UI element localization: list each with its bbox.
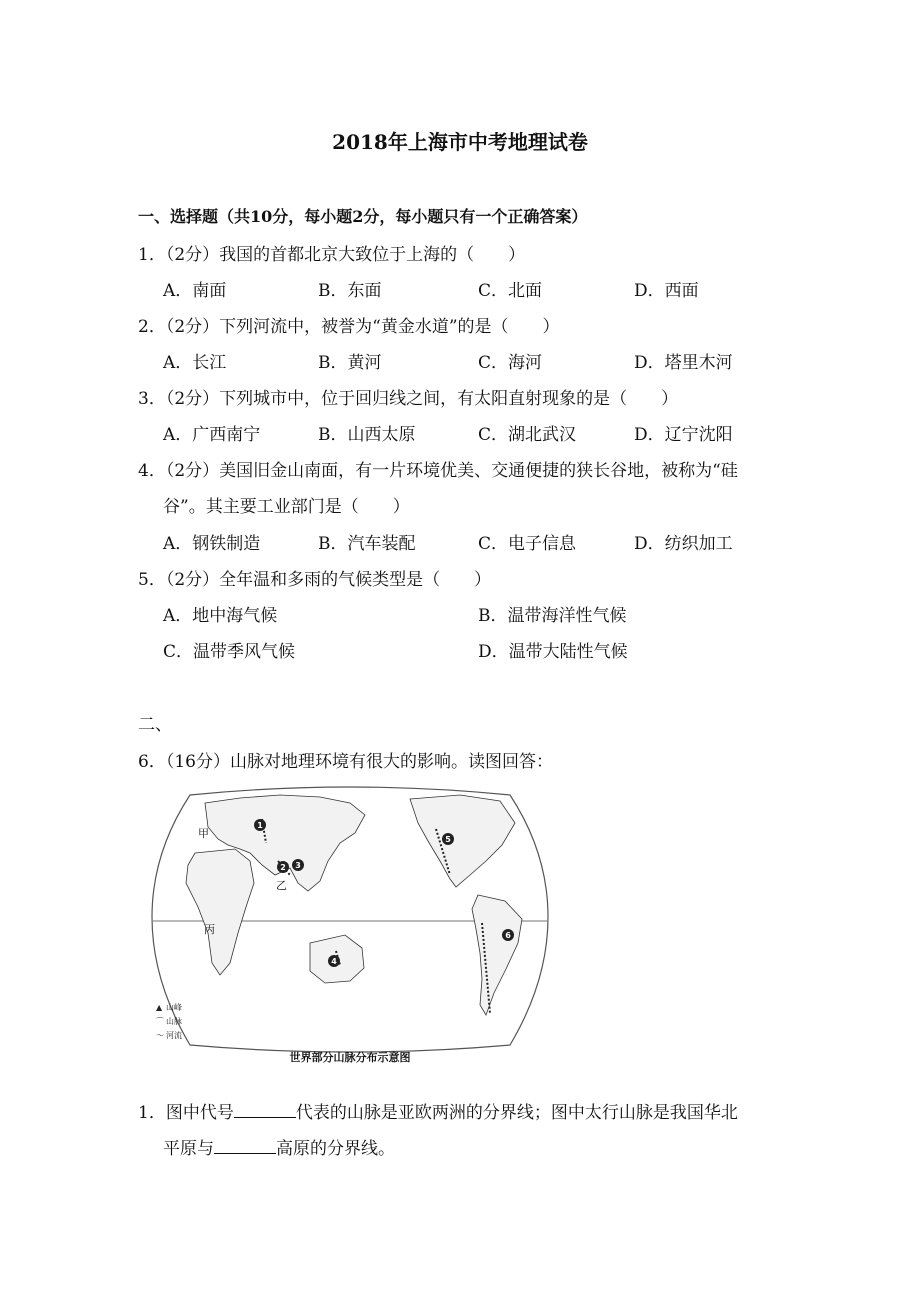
q2-option-b: B．黄河	[318, 353, 382, 373]
world-mountains-map	[150, 783, 550, 1075]
q5-option-a: A．地中海气候	[163, 606, 278, 626]
sub1-text-d: 高原的分界线。	[276, 1139, 395, 1159]
question-3-stem: 3．（2分）下列城市中，位于回归线之间，有太阳直射现象的是（ ）	[138, 389, 679, 409]
q3-option-d: D．辽宁沈阳	[634, 425, 733, 445]
marker-4-label: 4	[331, 957, 337, 966]
marker-6-label: 6	[505, 931, 511, 940]
answer-blank-1[interactable]	[234, 1099, 296, 1118]
q4-option-a: A．钢铁制造	[163, 534, 261, 554]
sub1-text-a: 图中代号	[165, 1103, 234, 1123]
q4-option-c: C．电子信息	[478, 534, 577, 554]
question-2-stem: 2．（2分）下列河流中，被誉为“黄金水道”的是（ ）	[138, 317, 560, 337]
q2-option-d: D．塔里木河	[634, 353, 733, 373]
q3-option-c: C．湖北武汉	[478, 425, 577, 445]
label-yi: 乙	[276, 879, 287, 892]
sub1-number: 1．	[138, 1103, 166, 1123]
question-4-stem-line2: 谷”。其主要工业部门是（ ）	[163, 497, 410, 517]
q2-option-a: A．长江	[163, 353, 227, 373]
section1-heading: 一、选择题（共10分，每小题2分，每小题只有一个正确答案）	[138, 207, 588, 226]
marker-5-label: 5	[445, 835, 451, 844]
question-5-stem: 5．（2分）全年温和多雨的气候类型是（ ）	[138, 570, 492, 590]
q1-option-a: A．南面	[163, 281, 227, 301]
legend-river-symbol: ～	[156, 1031, 164, 1040]
section2-heading: 二、	[138, 715, 172, 735]
label-bing: 丙	[204, 923, 215, 936]
map-legend	[156, 1002, 182, 1040]
legend-peak: 山峰	[166, 1003, 182, 1012]
marker-3-label: 3	[295, 861, 301, 870]
q4-option-d: D．纺织加工	[634, 534, 733, 554]
q5-option-d: D．温带大陆性气候	[478, 642, 628, 662]
map-caption: 世界部分山脉分布示意图	[289, 1051, 411, 1064]
subquestion-1-line2	[163, 1134, 395, 1159]
sub1-text-b: 代表的山脉是亚欧两洲的分界线；图中太行山脉是我国华北	[295, 1103, 738, 1123]
answer-blank-2[interactable]	[214, 1135, 276, 1154]
q3-option-b: B．山西太原	[318, 425, 416, 445]
question-4-stem-line1: 4．（2分）美国旧金山南面，有一片环境优美、交通便捷的狭长谷地，被称为“硅	[138, 461, 738, 481]
legend-range-symbol: ⌒	[156, 1017, 164, 1026]
page-title: 2018年上海市中考地理试卷	[332, 130, 588, 154]
q2-option-c: C．海河	[478, 353, 543, 373]
legend-peak-symbol: ▲	[156, 1003, 163, 1012]
label-jia: 甲	[198, 827, 209, 840]
marker-1-label: 1	[257, 821, 263, 830]
q4-option-b: B．汽车装配	[318, 534, 416, 554]
question-6-stem: 6．（16分）山脉对地理环境有很大的影响。读图回答：	[138, 752, 553, 772]
legend-range: 山脉	[166, 1017, 182, 1026]
q1-option-b: B．东面	[318, 281, 382, 301]
subquestion-1-line1	[138, 1098, 738, 1123]
question-1-stem: 1．（2分）我国的首都北京大致位于上海的（ ）	[138, 245, 526, 265]
q1-option-c: C．北面	[478, 281, 543, 301]
marker-2-label: 2	[280, 863, 286, 872]
q1-option-d: D．西面	[634, 281, 699, 301]
q5-option-b: B．温带海洋性气候	[478, 606, 627, 626]
q3-option-a: A．广西南宁	[163, 425, 261, 445]
legend-river: 河流	[166, 1031, 182, 1040]
sub1-text-c: 平原与	[163, 1139, 214, 1159]
q5-option-c: C．温带季风气候	[163, 642, 296, 662]
